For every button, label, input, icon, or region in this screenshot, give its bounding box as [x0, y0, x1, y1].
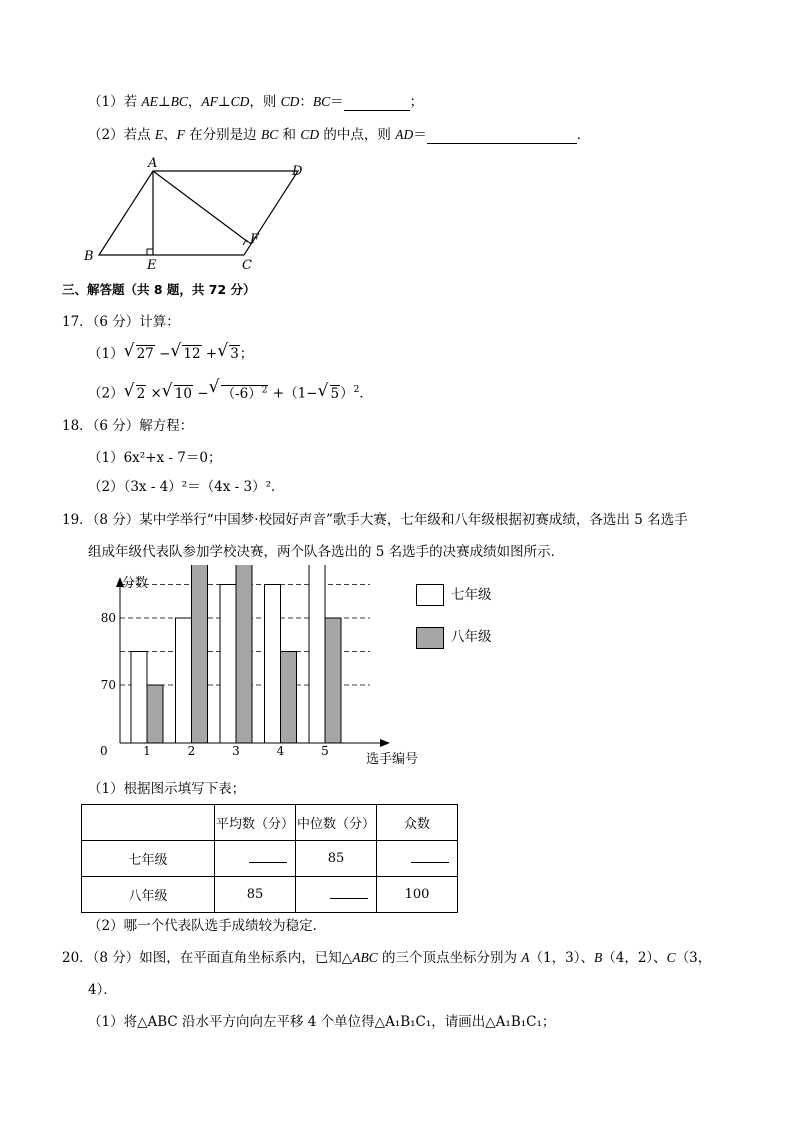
- label-a: A: [148, 156, 158, 171]
- parallelogram-figure: [80, 155, 320, 273]
- table-cell-mean[interactable]: [215, 841, 296, 877]
- table-header-cell: 平均数（分）: [215, 805, 296, 841]
- x-tick-label: 2: [187, 744, 196, 758]
- q18-head: 18．（6 分）解方程：: [62, 418, 194, 434]
- y-tick-labels: [93, 565, 116, 692]
- x-tick-label: 3: [232, 744, 240, 758]
- q19-line2: 组成年级代表队参加学校决赛，两个队各选出的 5 名选手的决赛成绩如图所示．: [88, 544, 565, 560]
- right-angle-e: [147, 249, 153, 255]
- label-e: E: [147, 258, 157, 273]
- q16-part2: （2）若点 E、F 在分别是边 BC 和 CD 的中点，则 AD＝ ．: [88, 127, 591, 143]
- q16-part1: （1）若 AE⊥BC，AF⊥CD，则 CD：BC＝ ；: [88, 94, 424, 110]
- y-tick-label: 80: [100, 611, 116, 625]
- row-label: 七年级: [82, 841, 215, 877]
- table-header-cell: 众数: [377, 805, 458, 841]
- bar-grade7-player-5: [309, 565, 325, 743]
- label-d: D: [292, 164, 303, 179]
- answer-blank[interactable]: [330, 886, 368, 899]
- y-tick-label: 70: [100, 678, 116, 692]
- x-tick-label: 1: [143, 744, 151, 758]
- chart-bars: [131, 565, 341, 743]
- table-cell-mode[interactable]: [377, 841, 458, 877]
- x-axis-label: 选手编号: [366, 752, 419, 767]
- table-cell-median[interactable]: [296, 877, 377, 913]
- q17-head: 17．（6 分）计算：: [62, 314, 180, 330]
- q20-line2: 4）．: [88, 982, 117, 998]
- q19-line1: 19．（8 分）某中学举行“中国梦·校园好声音”歌手大赛，七年级和八年级根据初赛成绩，各选出 5 名选手: [62, 512, 688, 528]
- label-c: C: [242, 258, 252, 273]
- table-row: [82, 877, 458, 913]
- bar-grade8-player-3: [236, 565, 252, 743]
- table-cell-mode: 100: [377, 877, 458, 913]
- table-cell-median: 85: [296, 841, 377, 877]
- bar-grade8-player-1: [147, 685, 163, 743]
- section-title: 三、解答题（共 8 题，共 72 分）: [62, 282, 256, 297]
- legend-swatch-grade7: [416, 584, 444, 606]
- origin-label: 0: [100, 744, 108, 758]
- answer-blank[interactable]: [344, 96, 410, 111]
- row-label: 八年级: [82, 877, 215, 913]
- y-axis-label: 分数: [122, 576, 149, 591]
- answer-blank[interactable]: [249, 850, 287, 863]
- x-tick-label: 5: [321, 744, 329, 758]
- x-tick-labels: [143, 744, 329, 758]
- table-row: [82, 841, 458, 877]
- segment-af: [153, 171, 248, 242]
- x-axis-arrow: [380, 739, 390, 747]
- table-header-cell: [82, 805, 215, 841]
- q19-part2: （2）哪一个代表队选手成绩较为稳定．: [88, 918, 327, 934]
- label-f: F: [250, 232, 260, 247]
- legend-label-grade7: 七年级: [451, 587, 492, 603]
- bar-grade8-player-4: [281, 652, 297, 744]
- table-cell-mean: 85: [215, 877, 296, 913]
- answer-blank[interactable]: [411, 850, 449, 863]
- legend-label-grade8: 八年级: [451, 629, 492, 645]
- table-header-row: [82, 805, 458, 841]
- q20-part1: （1）将△ABC 沿水平方向向左平移 4 个单位得△A₁B₁C₁，请画出△A₁B₁C₁；: [88, 1014, 556, 1030]
- parallelogram-abcd: [99, 171, 298, 255]
- q19-part1: （1）根据图示填写下表；: [88, 781, 246, 797]
- q17-part2: （2） √ 2 × √ 10 − √ $(-6)^2 +(1-$ √ 5）$^2$．: [88, 377, 373, 402]
- q17-part1: （1） √ 27 − √ 12 + √ 3；: [88, 341, 254, 362]
- legend-swatch-grade8: [416, 627, 444, 649]
- bar-grade7-player-2: [176, 618, 192, 743]
- x-tick-label: 4: [276, 744, 285, 758]
- answer-blank[interactable]: [427, 129, 577, 144]
- label-b: B: [84, 249, 94, 264]
- bar-grade8-player-2: [192, 565, 208, 743]
- bar-grade7-player-3: [220, 585, 236, 744]
- bar-grade7-player-1: [131, 652, 147, 744]
- bar-grade7-player-4: [265, 585, 281, 744]
- bar-grade8-player-5: [325, 618, 341, 743]
- q18-part2: （2）（3x - 4）²＝（4x - 3）²．: [88, 479, 285, 495]
- q20-line1: 20．（8 分）如图，在平面直角坐标系内，已知△ABC 的三个顶点坐标分别为 A（1，3）、B（4，2）、C（3，: [62, 950, 712, 966]
- q18-part1: （1）6x²+x - 7＝0；: [88, 450, 222, 466]
- stats-table: [81, 804, 458, 913]
- table-header-cell: 中位数（分）: [296, 805, 377, 841]
